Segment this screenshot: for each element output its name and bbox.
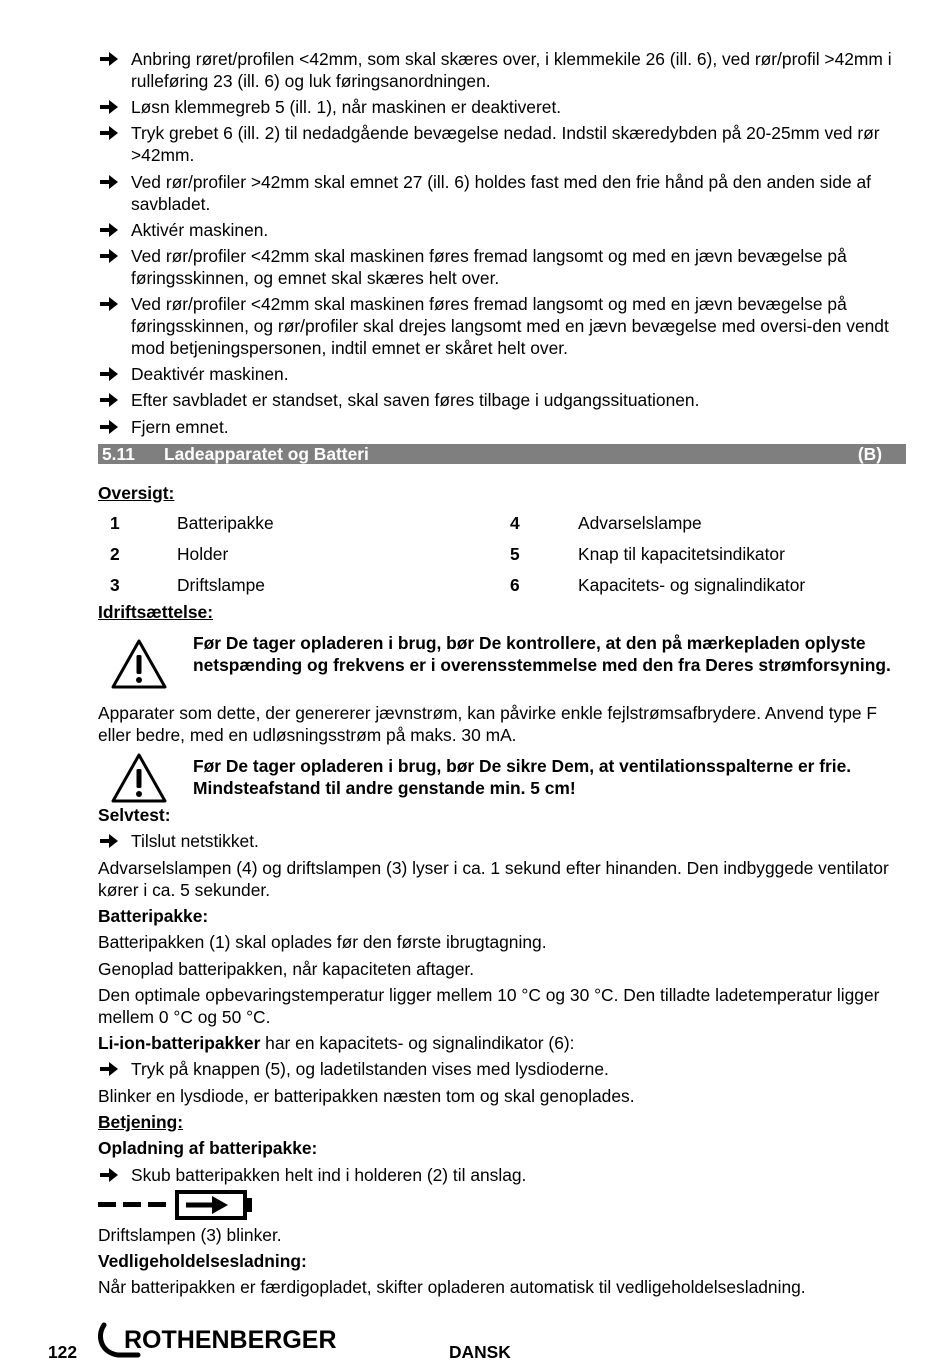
instruction-step: Tryk på knappen (5), og ladetilstanden vises med lysdioderne.	[98, 1058, 898, 1080]
overview-item-label: Advarselslampe	[578, 513, 702, 533]
instruction-step: Tilslut netstikket.	[98, 830, 898, 852]
arrow-right-icon	[98, 122, 120, 144]
warning-text: Før De tager opladeren i brug, bør De kontrollere, at den på mærkepladen oplyste netspænding og frekvens er i overensstemmelse med den fra Deres strømforsyning.	[193, 633, 891, 675]
instruction-step: Aktivér maskinen.	[98, 219, 898, 241]
instruction-step: Ved rør/profiler <42mm skal maskinen føres fremad langsomt og med en jævn bevægelse på føringsskinnen, og rør/profiler skal drejes langsomt med en jævn bevægelse med oversi-den vendt mod betjeningspersonen, indtil emnet er skåret helt over.	[98, 293, 898, 359]
instruction-step: Ved rør/profiler >42mm skal emnet 27 (ill. 6) holdes fast med den frie hånd på den anden side af savbladet.	[98, 171, 898, 215]
overview-item-label: Driftslampe	[177, 575, 265, 595]
instruction-step: Tryk grebet 6 (ill. 2) til nedadgående bevægelse nedad. Indstil skæredybden på 20-25mm ved rør >42mm.	[98, 122, 898, 166]
rothenberger-logo	[98, 1321, 348, 1361]
overview-item-number: 1	[110, 513, 120, 533]
overview-item-label: Kapacitets- og signalindikator	[578, 575, 806, 595]
overview-item-number: 6	[510, 575, 520, 595]
instruction-step: Anbring røret/profilen <42mm, som skal skæres over, i klemmekile 26 (ill. 6), ved rør/profil >42mm i rulleføring 23 (ill. 6) og luk føringsanordningen.	[98, 48, 898, 92]
arrow-right-icon	[98, 416, 120, 438]
charging-subheading: Opladning af batteripakke:	[98, 1138, 318, 1158]
arrow-right-icon	[98, 96, 120, 118]
overview-heading: Oversigt:	[98, 483, 175, 503]
arrow-right-icon	[98, 1058, 120, 1080]
arrow-right-icon	[98, 293, 120, 315]
overview-item-number: 5	[510, 544, 520, 564]
paragraph: Blinker en lysdiode, er batteripakken næsten tom og skal genoplades.	[98, 1086, 635, 1106]
paragraph: Genoplad batteripakken, når kapaciteten aftager.	[98, 959, 475, 979]
paragraph: Driftslampen (3) blinker.	[98, 1225, 282, 1245]
overview-item-label: Knap til kapacitetsindikator	[578, 544, 785, 564]
arrow-right-icon	[98, 830, 120, 852]
overview-item-label: Batteripakke	[177, 513, 274, 533]
selftest-heading: Selvtest:	[98, 805, 171, 825]
maintenance-subheading: Vedligeholdelsesladning:	[98, 1251, 307, 1271]
paragraph	[98, 1032, 898, 1054]
section-title: Ladeapparatet og Batteri	[164, 444, 369, 464]
language-label: DANSK	[449, 1342, 511, 1362]
instruction-step: Efter savbladet er standset, skal saven føres tilbage i udgangssituationen.	[98, 389, 898, 411]
paragraph: Apparater som dette, der genererer jævnstrøm, kan påvirke enkle fejlstrømsafbrydere. Anvend type F eller bedre, med en udløsningsstrøm på maks. 30 mA.	[98, 703, 878, 745]
instruction-step: Løsn klemmegreb 5 (ill. 1), når maskinen er deaktiveret.	[98, 96, 898, 118]
overview-item-number: 4	[510, 513, 520, 533]
paragraph: Batteripakken (1) skal oplades før den første ibrugtagning.	[98, 932, 547, 952]
battery-charge-icon	[98, 1190, 256, 1220]
paragraph: Advarselslampen (4) og driftslampen (3) lyser i ca. 1 sekund efter hinanden. Den indbyggede ventilator kører i ca. 5 sekunder.	[98, 858, 889, 900]
arrow-right-icon	[98, 48, 120, 70]
paragraph: Når batteripakken er færdigopladet, skifter opladeren automatisk til vedligeholdelsesladning.	[98, 1277, 806, 1297]
arrow-right-icon	[98, 171, 120, 193]
instruction-step: Skub batteripakken helt ind i holderen (2) til anslag.	[98, 1164, 898, 1186]
arrow-right-icon	[98, 1164, 120, 1186]
battery-heading: Batteripakke:	[98, 906, 209, 926]
warning-text: Før De tager opladeren i brug, bør De sikre Dem, at ventilationsspalterne er frie. Mindsteafstand til andre genstande min. 5 cm!	[193, 756, 852, 798]
section-header	[98, 444, 906, 464]
liion-text: har en kapacitets- og signalindikator (6):	[260, 1033, 575, 1053]
arrow-right-icon	[98, 389, 120, 411]
instruction-step: Deaktivér maskinen.	[98, 363, 898, 385]
instruction-step: Ved rør/profiler <42mm skal maskinen føres fremad langsomt og med en jævn bevægelse på føringsskinnen, og emnet skal skæres helt over.	[98, 245, 898, 289]
warning-triangle-icon	[110, 638, 168, 690]
warning-triangle-icon	[110, 752, 168, 804]
instruction-step: Fjern emnet.	[98, 416, 898, 438]
section-number: 5.11	[102, 444, 135, 464]
section-code: (B)	[857, 444, 882, 464]
brand-name: ROTHENBERGER	[124, 1326, 337, 1354]
liion-label: Li-ion-batteripakker	[98, 1033, 261, 1053]
arrow-right-icon	[98, 245, 120, 267]
arrow-right-icon	[98, 363, 120, 385]
operation-heading: Betjening:	[98, 1112, 184, 1132]
overview-item-number: 3	[110, 575, 120, 595]
overview-item-number: 2	[110, 544, 120, 564]
paragraph: Den optimale opbevaringstemperatur ligger mellem 10 °C og 30 °C. Den tilladte ladetemperatur ligger mellem 0 °C og 50 °C.	[98, 985, 880, 1027]
overview-item-label: Holder	[177, 544, 229, 564]
page-number: 122	[48, 1342, 78, 1362]
arrow-right-icon	[98, 219, 120, 241]
commissioning-heading: Idriftsættelse:	[98, 602, 213, 622]
